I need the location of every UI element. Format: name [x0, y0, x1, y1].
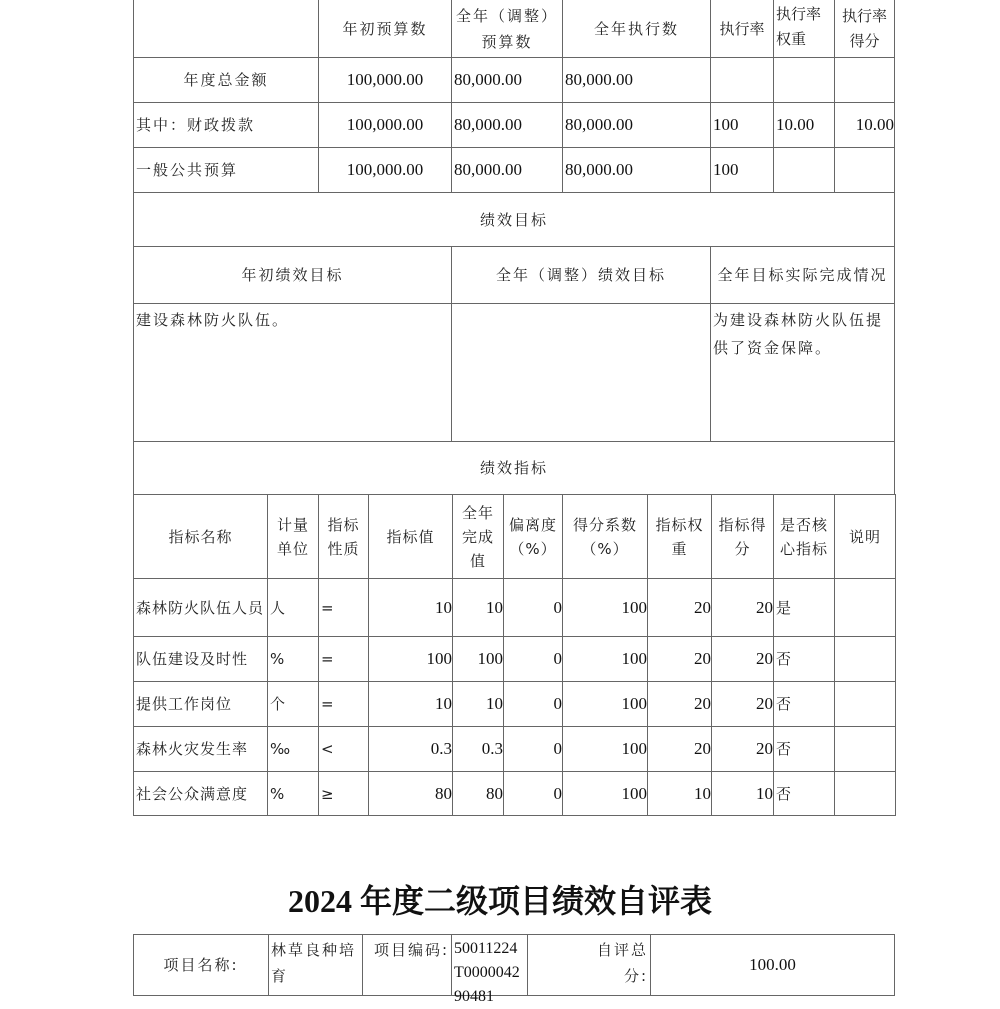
- indicator-unit: 人: [267, 578, 319, 637]
- indicator-header-actual: 全年完成值: [452, 494, 504, 579]
- indicator-deviation: 0: [503, 771, 563, 816]
- indicator-actual: 10: [452, 681, 504, 727]
- project-name-label: 项目名称:: [133, 934, 269, 996]
- indicator-core: 否: [773, 771, 835, 816]
- indicator-score: 20: [711, 636, 774, 682]
- budget-header-blank: [133, 0, 319, 58]
- indicator-header-target: 指标值: [368, 494, 453, 579]
- indicator-note: [834, 636, 896, 682]
- indicator-header-core: 是否核心指标: [773, 494, 835, 579]
- header-exec-rate: 执行率: [710, 0, 774, 58]
- indicator-coef: 100: [562, 771, 648, 816]
- indicator-nature: =: [318, 681, 369, 727]
- header-initial-budget: 年初预算数: [318, 0, 452, 58]
- indicator-weight: 20: [647, 636, 712, 682]
- indicator-nature: =: [318, 578, 369, 637]
- indicator-header-name: 指标名称: [133, 494, 268, 579]
- indicator-header-weight: 指标权重: [647, 494, 712, 579]
- indicator-target: 10: [368, 578, 453, 637]
- goals-section-title: 绩效目标: [133, 192, 895, 247]
- indicator-target: 100: [368, 636, 453, 682]
- indicator-unit: 个: [267, 681, 319, 727]
- indicator-note: [834, 726, 896, 772]
- indicator-core: 否: [773, 636, 835, 682]
- total-score-label: 自评总分:: [527, 934, 651, 996]
- indicator-target: 0.3: [368, 726, 453, 772]
- indicator-deviation: 0: [503, 636, 563, 682]
- indicator-score: 20: [711, 726, 774, 772]
- budget-row-label: 年度总金额: [133, 57, 319, 103]
- indicator-actual: 100: [452, 636, 504, 682]
- indicator-header-deviation: 偏离度（%）: [503, 494, 563, 579]
- header-adjusted-budget: 全年（调整）预算数: [451, 0, 563, 58]
- indicator-coef: 100: [562, 578, 648, 637]
- budget-executed-value: 80,000.00: [562, 147, 711, 193]
- indicator-score: 20: [711, 578, 774, 637]
- goals-header-actual: 全年目标实际完成情况: [710, 246, 895, 304]
- budget-adjusted-value: 80,000.00: [451, 102, 563, 148]
- budget-adjusted-value: 80,000.00: [451, 57, 563, 103]
- indicator-name: 提供工作岗位: [133, 681, 268, 727]
- total-score-value: 100.00: [650, 934, 895, 996]
- indicator-actual: 10: [452, 578, 504, 637]
- indicator-coef: 100: [562, 726, 648, 772]
- indicator-header-score: 指标得分: [711, 494, 774, 579]
- header-exec-weight: 执行率权重: [773, 0, 835, 58]
- indicators-section-title: 绩效指标: [133, 441, 895, 495]
- indicator-target: 10: [368, 681, 453, 727]
- indicator-coef: 100: [562, 636, 648, 682]
- goals-header-adjusted: 全年（调整）绩效目标: [451, 246, 711, 304]
- budget-score-value: [834, 57, 895, 103]
- indicator-unit: %: [267, 771, 319, 816]
- budget-executed-value: 80,000.00: [562, 102, 711, 148]
- indicator-header-coef: 得分系数（%）: [562, 494, 648, 579]
- indicator-header-note: 说明: [834, 494, 896, 579]
- indicator-unit: %: [267, 636, 319, 682]
- indicator-name: 社会公众满意度: [133, 771, 268, 816]
- header-exec-score: 执行率得分: [834, 0, 895, 58]
- indicator-note: [834, 578, 896, 637]
- indicator-deviation: 0: [503, 578, 563, 637]
- budget-weight-value: [773, 147, 835, 193]
- indicator-core: 否: [773, 681, 835, 727]
- goals-adjusted-text: [451, 303, 711, 442]
- budget-row-label: 其中：财政拨款: [133, 102, 319, 148]
- header-executed: 全年执行数: [562, 0, 711, 58]
- budget-row-label: 一般公共预算: [133, 147, 319, 193]
- indicator-target: 80: [368, 771, 453, 816]
- indicator-name: 森林防火队伍人员: [133, 578, 268, 637]
- indicator-header-unit: 计量单位: [267, 494, 319, 579]
- goals-header-initial: 年初绩效目标: [133, 246, 452, 304]
- indicator-deviation: 0: [503, 681, 563, 727]
- indicator-score: 10: [711, 771, 774, 816]
- goals-initial-text: 建设森林防火队伍。: [133, 303, 452, 442]
- indicator-weight: 20: [647, 578, 712, 637]
- budget-executed-value: 80,000.00: [562, 57, 711, 103]
- indicator-unit: ‰: [267, 726, 319, 772]
- budget-weight-value: 10.00: [773, 102, 835, 148]
- goals-actual-text: 为建设森林防火队伍提供了资金保障。: [710, 303, 895, 442]
- budget-initial-value: 100,000.00: [318, 102, 452, 148]
- indicator-nature: ≥: [318, 771, 369, 816]
- budget-rate-value: [710, 57, 774, 103]
- indicator-note: [834, 681, 896, 727]
- indicator-core: 是: [773, 578, 835, 637]
- project-name-value: 林草良种培育: [268, 934, 363, 996]
- budget-score-value: 10.00: [834, 102, 895, 148]
- indicator-score: 20: [711, 681, 774, 727]
- budget-initial-value: 100,000.00: [318, 147, 452, 193]
- indicator-note: [834, 771, 896, 816]
- budget-score-value: [834, 147, 895, 193]
- indicator-coef: 100: [562, 681, 648, 727]
- indicator-deviation: 0: [503, 726, 563, 772]
- indicator-nature: <: [318, 726, 369, 772]
- budget-rate-value: 100: [710, 147, 774, 193]
- indicator-weight: 10: [647, 771, 712, 816]
- budget-adjusted-value: 80,000.00: [451, 147, 563, 193]
- project-code-value: 50011224T000004290481: [451, 934, 528, 996]
- indicator-name: 森林火灾发生率: [133, 726, 268, 772]
- indicator-weight: 20: [647, 681, 712, 727]
- budget-initial-value: 100,000.00: [318, 57, 452, 103]
- budget-weight-value: [773, 57, 835, 103]
- budget-rate-value: 100: [710, 102, 774, 148]
- next-form-title: 2024 年度二级项目绩效自评表: [287, 883, 712, 919]
- indicator-name: 队伍建设及时性: [133, 636, 268, 682]
- project-code-label: 项目编码:: [362, 934, 452, 996]
- indicator-core: 否: [773, 726, 835, 772]
- indicator-weight: 20: [647, 726, 712, 772]
- indicator-actual: 0.3: [452, 726, 504, 772]
- indicator-nature: =: [318, 636, 369, 682]
- indicator-header-nature: 指标性质: [318, 494, 369, 579]
- indicator-actual: 80: [452, 771, 504, 816]
